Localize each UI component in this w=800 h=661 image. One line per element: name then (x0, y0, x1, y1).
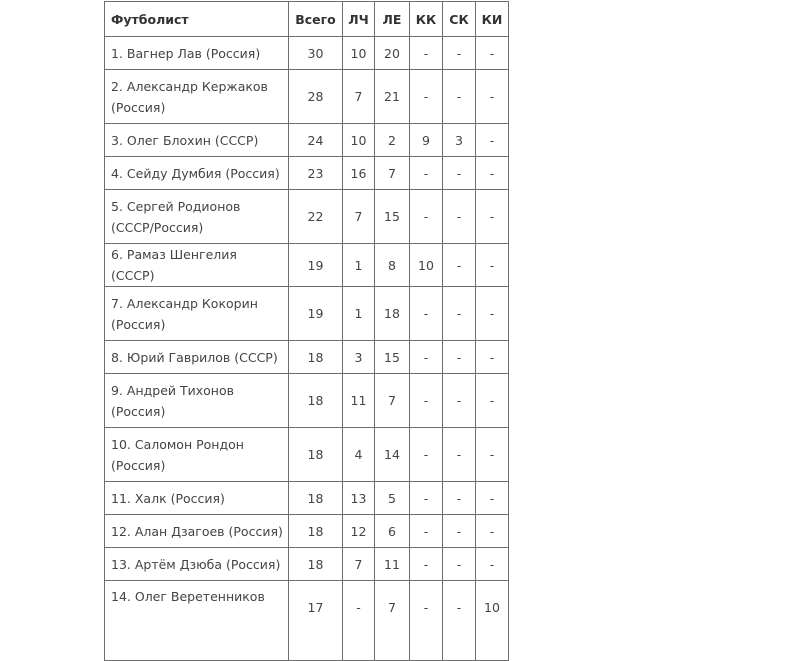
header-total: Всего (289, 2, 343, 37)
kk-goals: - (410, 341, 443, 374)
kk-goals: - (410, 190, 443, 244)
table-row (105, 515, 509, 548)
lch-goals: 16 (343, 157, 375, 190)
total-goals: 18 (289, 428, 343, 482)
le-goals: 20 (375, 37, 410, 70)
sk-goals: - (443, 374, 476, 428)
total-goals: 17 (289, 581, 343, 661)
kk-goals: - (410, 37, 443, 70)
player-name: 3. Олег Блохин (СССР) (105, 124, 289, 157)
sk-goals: - (443, 482, 476, 515)
table-row (105, 190, 509, 244)
ki-goals: - (476, 37, 509, 70)
player-name: 4. Сейду Думбия (Россия) (105, 157, 289, 190)
sk-goals: - (443, 190, 476, 244)
scorers-table (104, 1, 509, 661)
total-goals: 24 (289, 124, 343, 157)
sk-goals: - (443, 37, 476, 70)
table-row (105, 287, 509, 341)
le-goals: 15 (375, 341, 410, 374)
ki-goals: 10 (476, 581, 509, 661)
player-name: 8. Юрий Гаврилов (СССР) (105, 341, 289, 374)
player-name: 11. Халк (Россия) (105, 482, 289, 515)
total-goals: 22 (289, 190, 343, 244)
table-row (105, 482, 509, 515)
ki-goals: - (476, 287, 509, 341)
total-goals: 23 (289, 157, 343, 190)
sk-goals: 3 (443, 124, 476, 157)
player-name: 2. Александр Кержаков (Россия) (105, 70, 289, 124)
header-sk: СК (443, 2, 476, 37)
player-name: 14. Олег Веретенников (105, 581, 289, 661)
lch-goals: 11 (343, 374, 375, 428)
sk-goals: - (443, 70, 476, 124)
table-row (105, 157, 509, 190)
total-goals: 18 (289, 515, 343, 548)
ki-goals: - (476, 428, 509, 482)
player-name: 7. Александр Кокорин (Россия) (105, 287, 289, 341)
lch-goals: 7 (343, 70, 375, 124)
sk-goals: - (443, 287, 476, 341)
kk-goals: - (410, 482, 443, 515)
lch-goals: 1 (343, 244, 375, 287)
header-player: Футболист (105, 2, 289, 37)
total-goals: 18 (289, 374, 343, 428)
table-row (105, 244, 509, 287)
sk-goals: - (443, 157, 476, 190)
table-row (105, 374, 509, 428)
player-name: 1. Вагнер Лав (Россия) (105, 37, 289, 70)
ki-goals: - (476, 157, 509, 190)
le-goals: 2 (375, 124, 410, 157)
le-goals: 15 (375, 190, 410, 244)
player-name: 12. Алан Дзагоев (Россия) (105, 515, 289, 548)
table-row (105, 548, 509, 581)
player-name: 10. Саломон Рондон (Россия) (105, 428, 289, 482)
header-row (105, 2, 509, 37)
lch-goals: 4 (343, 428, 375, 482)
le-goals: 5 (375, 482, 410, 515)
le-goals: 7 (375, 581, 410, 661)
lch-goals: 10 (343, 124, 375, 157)
header-ki: КИ (476, 2, 509, 37)
lch-goals: 3 (343, 341, 375, 374)
kk-goals: - (410, 374, 443, 428)
kk-goals: - (410, 157, 443, 190)
kk-goals: 10 (410, 244, 443, 287)
total-goals: 18 (289, 548, 343, 581)
ki-goals: - (476, 70, 509, 124)
le-goals: 14 (375, 428, 410, 482)
table-row (105, 37, 509, 70)
le-goals: 8 (375, 244, 410, 287)
le-goals: 18 (375, 287, 410, 341)
kk-goals: - (410, 548, 443, 581)
ki-goals: - (476, 482, 509, 515)
lch-goals: 1 (343, 287, 375, 341)
le-goals: 21 (375, 70, 410, 124)
sk-goals: - (443, 581, 476, 661)
le-goals: 6 (375, 515, 410, 548)
table-row (105, 70, 509, 124)
player-name: 5. Сергей Родионов (СССР/Россия) (105, 190, 289, 244)
kk-goals: - (410, 287, 443, 341)
ki-goals: - (476, 548, 509, 581)
table-row (105, 581, 509, 661)
sk-goals: - (443, 428, 476, 482)
kk-goals: - (410, 515, 443, 548)
kk-goals: - (410, 428, 443, 482)
lch-goals: 13 (343, 482, 375, 515)
ki-goals: - (476, 190, 509, 244)
player-name: 9. Андрей Тихонов (Россия) (105, 374, 289, 428)
header-lch: ЛЧ (343, 2, 375, 37)
total-goals: 18 (289, 341, 343, 374)
player-name: 13. Артём Дзюба (Россия) (105, 548, 289, 581)
lch-goals: 7 (343, 548, 375, 581)
le-goals: 11 (375, 548, 410, 581)
kk-goals: 9 (410, 124, 443, 157)
table-row (105, 428, 509, 482)
total-goals: 28 (289, 70, 343, 124)
ki-goals: - (476, 124, 509, 157)
header-kk: КК (410, 2, 443, 37)
total-goals: 18 (289, 482, 343, 515)
sk-goals: - (443, 515, 476, 548)
table-row (105, 124, 509, 157)
le-goals: 7 (375, 157, 410, 190)
sk-goals: - (443, 548, 476, 581)
kk-goals: - (410, 581, 443, 661)
lch-goals: 7 (343, 190, 375, 244)
le-goals: 7 (375, 374, 410, 428)
kk-goals: - (410, 70, 443, 124)
total-goals: 19 (289, 287, 343, 341)
lch-goals: - (343, 581, 375, 661)
sk-goals: - (443, 244, 476, 287)
total-goals: 19 (289, 244, 343, 287)
total-goals: 30 (289, 37, 343, 70)
table-row (105, 341, 509, 374)
ki-goals: - (476, 374, 509, 428)
lch-goals: 12 (343, 515, 375, 548)
header-le: ЛЕ (375, 2, 410, 37)
ki-goals: - (476, 341, 509, 374)
ki-goals: - (476, 244, 509, 287)
player-name: 6. Рамаз Шенгелия (СССР) (105, 244, 289, 287)
ki-goals: - (476, 515, 509, 548)
lch-goals: 10 (343, 37, 375, 70)
sk-goals: - (443, 341, 476, 374)
